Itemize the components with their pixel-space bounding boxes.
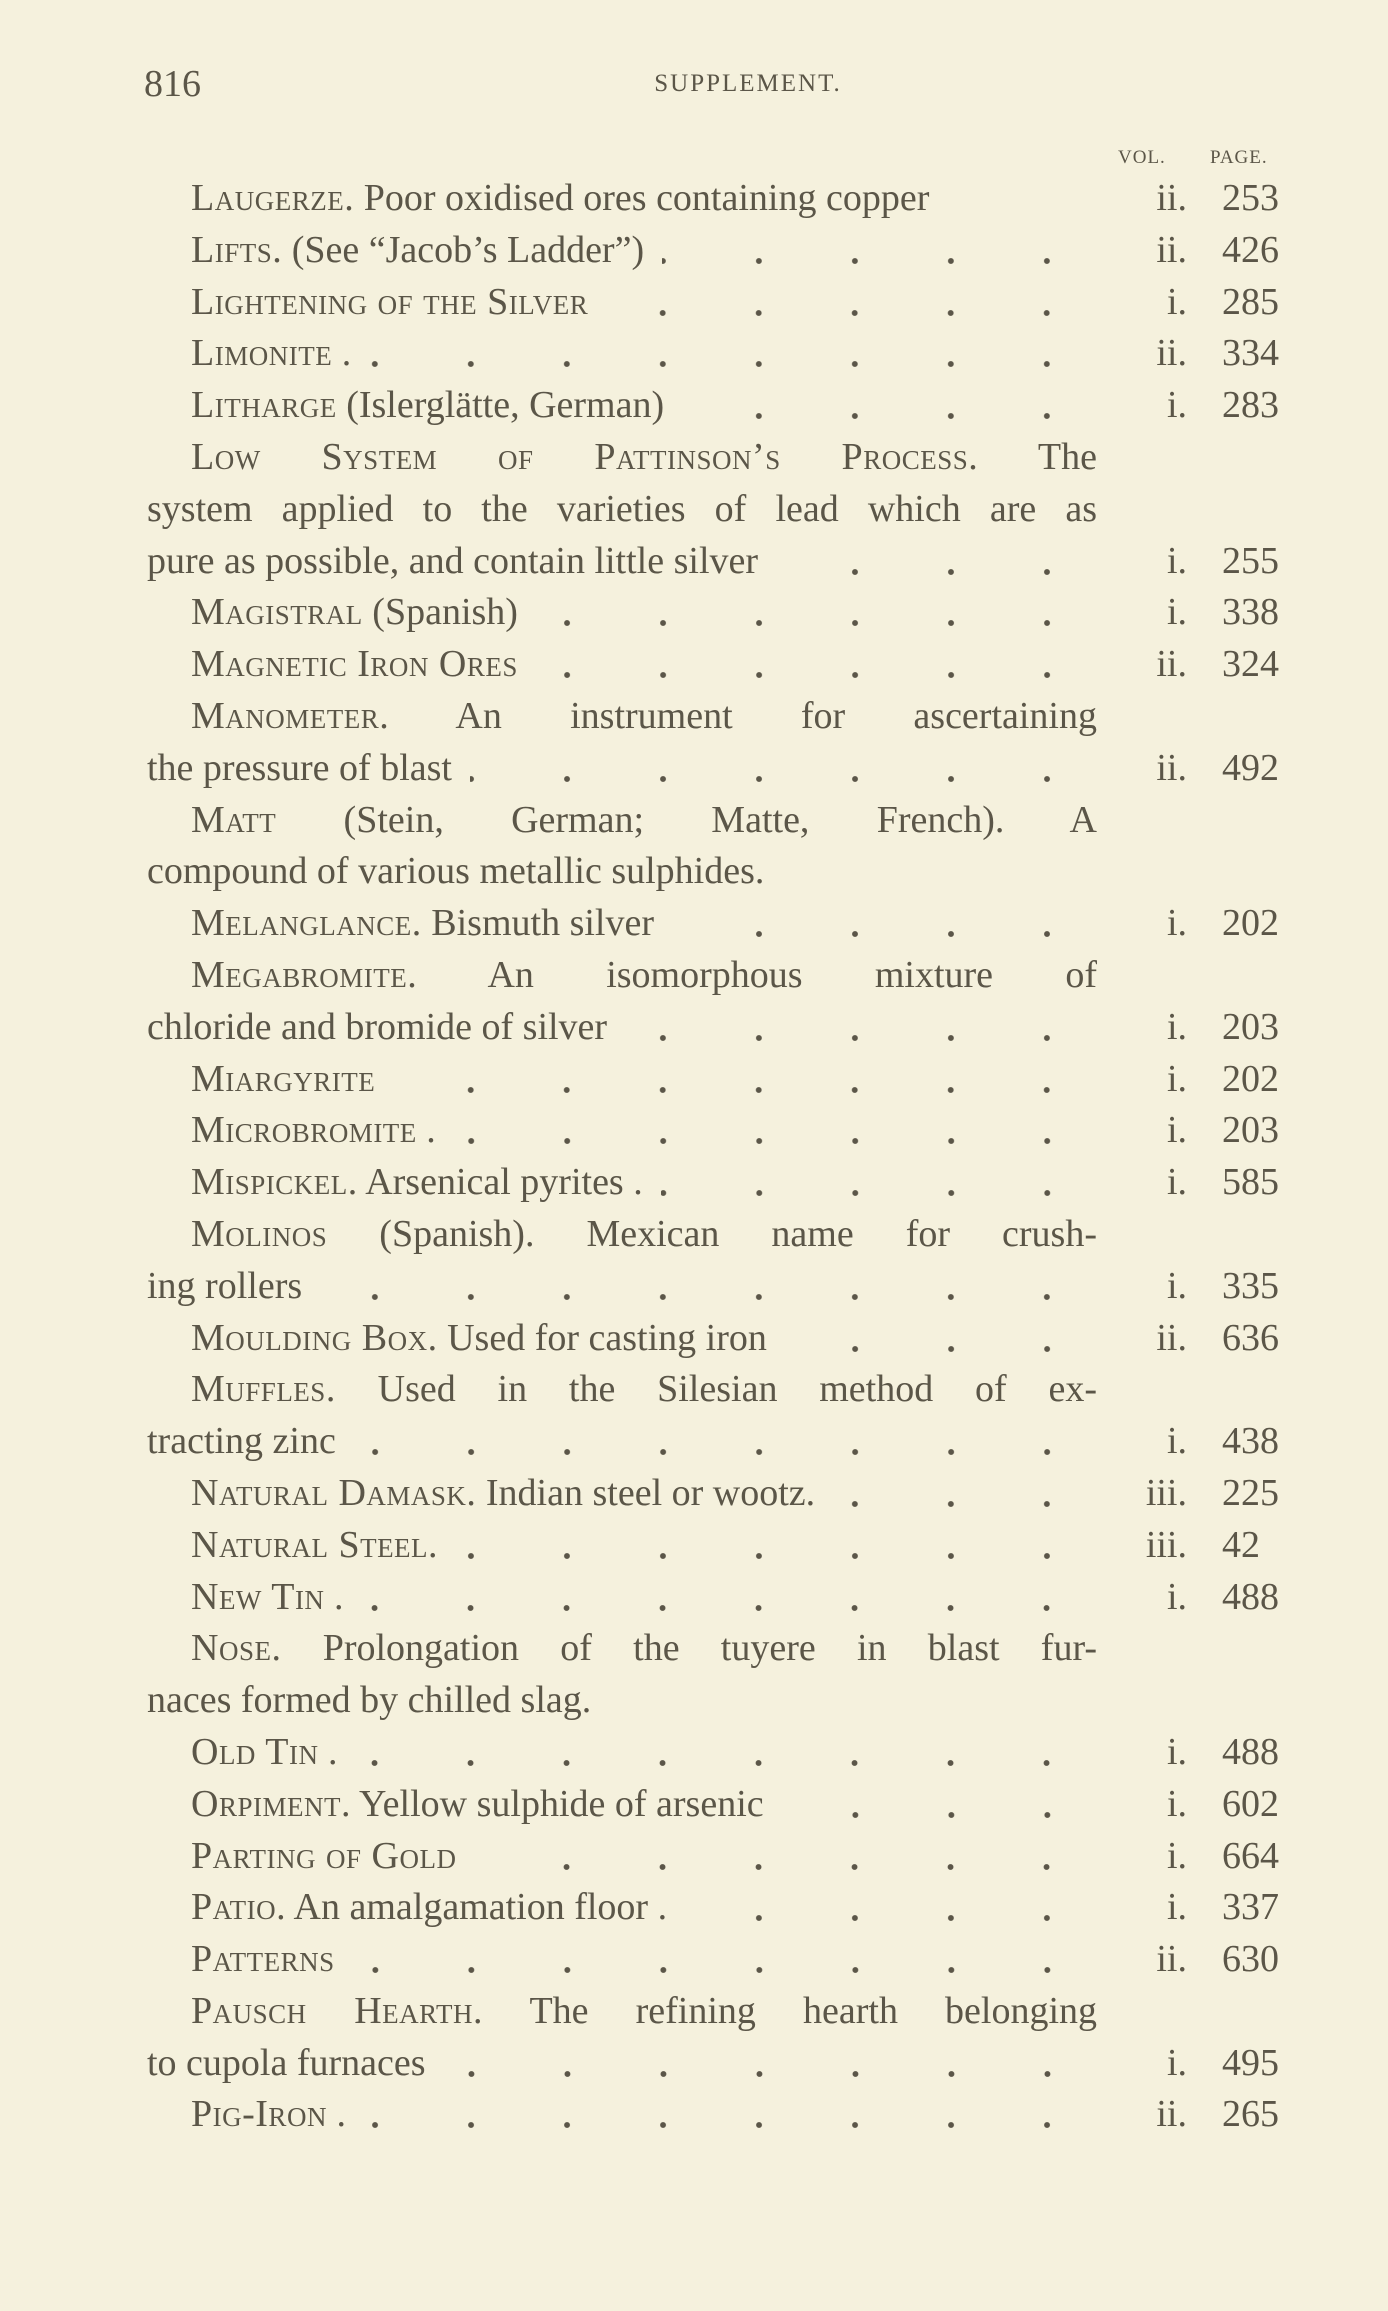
page-reference: 438: [1222, 1420, 1279, 1463]
volume-number: ii.: [1156, 643, 1187, 686]
dot-leader: [682, 380, 1097, 432]
index-line: [147, 743, 1307, 795]
page-reference: 334: [1222, 332, 1279, 375]
entry-text: [191, 1572, 1097, 1624]
index-line: [147, 432, 1307, 484]
entry-heading: Muffles.: [191, 1368, 336, 1411]
dot-leader: [355, 1727, 1097, 1779]
entry-heading: Nose.: [191, 1627, 282, 1670]
index-line: [147, 1882, 1307, 1934]
dot-leader: [474, 1831, 1097, 1883]
entry-line-text: [191, 795, 1097, 847]
index-line: [147, 691, 1307, 743]
dot-leader: [536, 639, 1097, 691]
entry-line-text: [191, 587, 518, 639]
entry-line-text: [191, 1468, 815, 1520]
entry-text: [191, 328, 1097, 380]
entry-text: [191, 639, 1097, 691]
entry-text: [191, 795, 1097, 847]
entry-description: chloride and bromide of silver: [147, 1005, 608, 1048]
entry-description: An isomorphous mixture of: [417, 953, 1097, 996]
index-line: [147, 1727, 1307, 1779]
page-reference: 338: [1222, 591, 1279, 634]
index-line: [147, 587, 1307, 639]
index-line: [147, 1157, 1307, 1209]
dot-leader: [536, 587, 1097, 639]
page-reference: 324: [1222, 643, 1279, 686]
entry-line-text: [191, 1986, 1097, 2038]
entry-line-text: [191, 1779, 764, 1831]
entry-line-text: [191, 1054, 375, 1106]
entry-description: .: [416, 1109, 436, 1152]
entry-line-text: [191, 1209, 1097, 1261]
entry-text: [191, 432, 1097, 484]
page-reference: 203: [1222, 1109, 1279, 1152]
entry-text: [191, 691, 1097, 743]
entry-heading: New Tin: [191, 1575, 325, 1618]
entry-heading: Miargyrite: [191, 1057, 376, 1100]
entry-line-text: [147, 1675, 591, 1727]
entry-line-text: [147, 484, 1097, 536]
page-reference: 337: [1222, 1886, 1279, 1929]
entry-line-text: [191, 1105, 436, 1157]
dot-leader: [833, 1468, 1097, 1520]
entry-text: [191, 1623, 1097, 1675]
entry-line-text: [191, 1313, 767, 1365]
entry-text: [191, 1934, 1097, 1986]
entry-description: Indian steel or wootz.: [476, 1471, 816, 1514]
entry-line-text: [191, 1364, 1097, 1416]
entry-text: [191, 1313, 1097, 1365]
entry-heading: Manometer.: [191, 694, 390, 737]
index-line: [147, 639, 1307, 691]
entry-description: .: [326, 2093, 346, 2136]
page-reference: 285: [1222, 280, 1279, 323]
dot-leader: [470, 743, 1097, 795]
entry-text: [147, 1416, 1097, 1468]
entry-heading: Low System of Pattinson’s Process.: [191, 435, 979, 478]
entry-description: Used in the Silesian method of ex-: [335, 1368, 1097, 1411]
index-line: [147, 1468, 1307, 1520]
entry-line-text: [191, 380, 664, 432]
dot-leader: [320, 1261, 1097, 1313]
entry-text: [191, 1054, 1097, 1106]
volume-number: i.: [1166, 1575, 1187, 1618]
page-reference: 426: [1222, 228, 1279, 271]
entry-line-text: [147, 536, 758, 588]
index-line: [147, 1572, 1307, 1624]
entry-heading: Litharge: [191, 384, 337, 427]
entry-line-text: [191, 1831, 456, 1883]
entry-description: The: [978, 435, 1097, 478]
dot-leader: [606, 277, 1097, 329]
entry-line-text: [147, 1002, 607, 1054]
entry-line-text: [147, 846, 764, 898]
entry-line-text: [191, 328, 351, 380]
volume-number: i.: [1166, 1057, 1187, 1100]
entry-heading: Melanglance.: [191, 902, 422, 945]
entry-line-text: [147, 2038, 426, 2090]
entry-heading: Molinos: [191, 1212, 328, 1255]
entry-description: Prolongation of the tuyere in blast fur-: [281, 1627, 1097, 1670]
entry-description: Bismuth silver: [421, 902, 654, 945]
volume-number: ii.: [1156, 228, 1187, 271]
page-reference: 488: [1222, 1575, 1279, 1618]
index-line: [147, 1934, 1307, 1986]
entry-description: the pressure of blast: [147, 746, 452, 789]
entry-text: [191, 225, 1097, 277]
page-reference: 488: [1222, 1730, 1279, 1773]
entry-description: to cupola furnaces: [147, 2041, 426, 2084]
index-line: [147, 950, 1307, 1002]
entry-heading: Natural Damask.: [191, 1471, 477, 1514]
volume-number: iii.: [1145, 1471, 1187, 1514]
entry-heading: Pausch Hearth.: [191, 1989, 484, 2032]
page-reference: 585: [1222, 1161, 1279, 1204]
entry-text: [191, 898, 1097, 950]
entry-heading: Patio.: [191, 1886, 287, 1929]
entry-text: [191, 1831, 1097, 1883]
entry-line-text: [191, 173, 929, 225]
dot-leader: [454, 1105, 1097, 1157]
index-line: [147, 380, 1307, 432]
page-reference: 265: [1222, 2093, 1279, 2136]
index-line: [147, 2038, 1307, 2090]
page-reference: 253: [1222, 177, 1279, 219]
entry-text: [191, 1520, 1097, 1572]
volume-number: i.: [1166, 384, 1187, 427]
page-reference: 636: [1222, 1316, 1279, 1359]
dot-leader: [785, 1313, 1097, 1365]
entry-description: .: [324, 1575, 344, 1618]
volume-number: i.: [1166, 1420, 1187, 1463]
entry-line-text: [191, 432, 1097, 484]
index-line: [147, 1002, 1307, 1054]
vol-column-header: VOL.: [1118, 147, 1166, 168]
page-reference: 203: [1222, 1005, 1279, 1048]
entry-heading: Magistral: [191, 591, 363, 634]
volume-number: i.: [1166, 1886, 1187, 1929]
volume-number: ii.: [1156, 746, 1187, 789]
page-reference: 495: [1222, 2041, 1279, 2084]
entry-heading: Magnetic Iron Ores: [191, 643, 518, 686]
page-reference: 602: [1222, 1782, 1279, 1825]
volume-number: i.: [1166, 539, 1187, 582]
page-reference: 492: [1222, 746, 1279, 789]
volume-number: ii.: [1156, 332, 1187, 375]
dot-leader: [369, 328, 1097, 380]
page-reference: 225: [1222, 1471, 1279, 1514]
dot-leader: [685, 1882, 1097, 1934]
entry-heading: Matt: [191, 798, 277, 841]
volume-number: i.: [1166, 1834, 1187, 1877]
index-line: [147, 795, 1307, 847]
entry-description: (Stein, German; Matte, French). A: [276, 798, 1097, 841]
volume-number: i.: [1166, 280, 1187, 323]
index-line: [147, 1831, 1307, 1883]
entry-heading: Natural Steel.: [191, 1523, 439, 1566]
entry-text: [191, 1986, 1097, 2038]
entry-text: [191, 1209, 1097, 1261]
entry-text: [191, 1727, 1097, 1779]
entry-line-text: [191, 691, 1097, 743]
index-line: [147, 1313, 1307, 1365]
entry-description: The refining hearth belonging: [483, 1989, 1097, 2032]
volume-number: i.: [1166, 1264, 1187, 1307]
volume-number: i.: [1166, 1730, 1187, 1773]
entry-description: .: [332, 332, 352, 375]
entry-text: [147, 1261, 1097, 1313]
entry-line-text: [191, 898, 654, 950]
entry-line-text: [147, 743, 452, 795]
entry-text: [191, 1364, 1097, 1416]
page-reference: 283: [1222, 384, 1279, 427]
entry-heading: Orpiment.: [191, 1782, 351, 1825]
entry-heading: Parting of Gold: [191, 1834, 457, 1877]
volume-number: iii.: [1145, 1523, 1187, 1566]
entry-description: .: [318, 1730, 338, 1773]
index-line: [147, 1416, 1307, 1468]
entry-text: [191, 277, 1097, 329]
volume-number: i.: [1166, 2041, 1187, 2084]
entry-text: [147, 2038, 1097, 2090]
entry-line-text: [191, 1572, 343, 1624]
entry-text: [147, 846, 1097, 898]
entry-text: [191, 1779, 1097, 1831]
entry-description: Poor oxidised ores containing copper: [354, 177, 930, 219]
entry-description: Used for casting iron: [437, 1316, 767, 1359]
entry-heading: Lifts.: [191, 228, 283, 271]
entry-line-text: [191, 1882, 667, 1934]
index-line: [147, 1986, 1307, 2038]
dot-leader: [672, 898, 1097, 950]
entry-description: Arsenical pyrites .: [357, 1161, 643, 1204]
entry-line-text: [191, 1623, 1097, 1675]
dot-leader: [364, 2089, 1097, 2141]
index-line: [147, 1520, 1307, 1572]
entry-description: (Spanish). Mexican name for crush-: [327, 1212, 1097, 1255]
volume-number: i.: [1166, 1005, 1187, 1048]
index-line: [147, 898, 1307, 950]
entry-line-text: [191, 277, 588, 329]
entry-line-text: [191, 1520, 438, 1572]
dot-leader: [776, 536, 1097, 588]
entry-description: compound of various metallic sulphides.: [147, 850, 765, 893]
index-line: [147, 536, 1307, 588]
volume-number: i.: [1166, 1782, 1187, 1825]
entry-heading: Patterns: [191, 1938, 335, 1981]
entry-heading: Moulding Box.: [191, 1316, 438, 1359]
entry-text: [147, 1002, 1097, 1054]
index-line: [147, 277, 1307, 329]
dot-leader: [444, 2038, 1097, 2090]
dot-leader: [661, 1157, 1097, 1209]
page-column-header: PAGE.: [1210, 147, 1268, 168]
dot-leader: [354, 1416, 1097, 1468]
entry-line-text: [191, 950, 1097, 1002]
index-line: [147, 1054, 1307, 1106]
page-reference: 630: [1222, 1938, 1279, 1981]
entry-description: naces formed by chilled slag.: [147, 1679, 592, 1722]
entry-line-text: [191, 639, 518, 691]
dot-leader: [361, 1572, 1097, 1624]
running-head: SUPPLEMENT.: [654, 70, 842, 97]
index-line: [147, 1105, 1307, 1157]
entry-text: [191, 1882, 1097, 1934]
volume-number: i.: [1166, 902, 1187, 945]
entry-description: pure as possible, and contain little silver: [147, 539, 759, 582]
index-line: [147, 328, 1307, 380]
dot-leader: [662, 225, 1097, 277]
volume-number: ii.: [1156, 177, 1187, 219]
entry-line-text: [191, 2089, 346, 2141]
entry-description: (See “Jacob’s Ladder”): [282, 228, 645, 271]
entry-description: (Spanish): [362, 591, 518, 634]
entry-line-text: [191, 1934, 335, 1986]
entry-text: [147, 743, 1097, 795]
entry-text: [191, 1468, 1097, 1520]
dot-leader: [353, 1934, 1097, 1986]
entry-line-text: [147, 1416, 336, 1468]
index-line: [147, 846, 1307, 898]
entry-text: [191, 1157, 1097, 1209]
volume-number: i.: [1166, 1109, 1187, 1152]
entry-text: [191, 2089, 1097, 2141]
entry-description: An instrument for ascertaining: [389, 694, 1097, 737]
entry-text: [191, 173, 1097, 225]
volume-number: ii.: [1156, 1938, 1187, 1981]
entry-line-text: [191, 225, 644, 277]
entry-text: [191, 587, 1097, 639]
entry-description: Yellow sulphide of arsenic: [350, 1782, 764, 1825]
entry-text: [147, 484, 1097, 536]
entry-heading: Megabromite.: [191, 953, 418, 996]
index-line: [147, 173, 1307, 225]
page-number: 816: [144, 63, 201, 105]
index-line: [147, 1364, 1307, 1416]
volume-number: i.: [1166, 1161, 1187, 1204]
index-line: [147, 2089, 1307, 2141]
entry-description: tracting zinc: [147, 1420, 336, 1463]
index-line: [147, 484, 1307, 536]
entry-heading: Limonite: [191, 332, 333, 375]
page-reference: 335: [1222, 1264, 1279, 1307]
index-line: [147, 1623, 1307, 1675]
dot-leader: [456, 1520, 1097, 1572]
entry-text: [147, 1675, 1097, 1727]
entry-line-text: [191, 1157, 643, 1209]
entry-heading: Old Tin: [191, 1730, 319, 1773]
entry-text: [191, 1105, 1097, 1157]
entry-text: [191, 380, 1097, 432]
volume-number: ii.: [1156, 1316, 1187, 1359]
index-line: [147, 1675, 1307, 1727]
entry-line-text: [191, 1727, 337, 1779]
dot-leader: [625, 1002, 1097, 1054]
entry-description: system applied to the varieties of lead which are as: [147, 487, 1097, 530]
volume-number: ii.: [1156, 2093, 1187, 2136]
entry-heading: Pig-Iron: [191, 2093, 327, 2136]
entry-heading: Lightening of the Silver: [191, 280, 589, 323]
index-line: [147, 1261, 1307, 1313]
index-entries: [147, 173, 1307, 2141]
volume-number: i.: [1166, 591, 1187, 634]
dot-leader: [393, 1054, 1097, 1106]
page-reference: 664: [1222, 1834, 1279, 1877]
entry-description: ing rollers: [147, 1264, 303, 1307]
index-line: [147, 1209, 1307, 1261]
page-reference: 255: [1222, 539, 1279, 582]
entry-description: (Islerglätte, German): [336, 384, 665, 427]
entry-text: [191, 950, 1097, 1002]
entry-heading: Microbromite: [191, 1109, 417, 1152]
entry-heading: Mispickel.: [191, 1161, 358, 1204]
entry-heading: Laugerze.: [191, 177, 355, 219]
entry-line-text: [147, 1261, 302, 1313]
page-reference: 42: [1222, 1523, 1260, 1566]
entry-description: An amalgamation floor .: [286, 1886, 668, 1929]
entry-text: [147, 536, 1097, 588]
dot-leader: [782, 1779, 1097, 1831]
page-reference: 202: [1222, 1057, 1279, 1100]
index-line: [147, 225, 1307, 277]
index-line: [147, 1779, 1307, 1831]
page-reference: 202: [1222, 902, 1279, 945]
